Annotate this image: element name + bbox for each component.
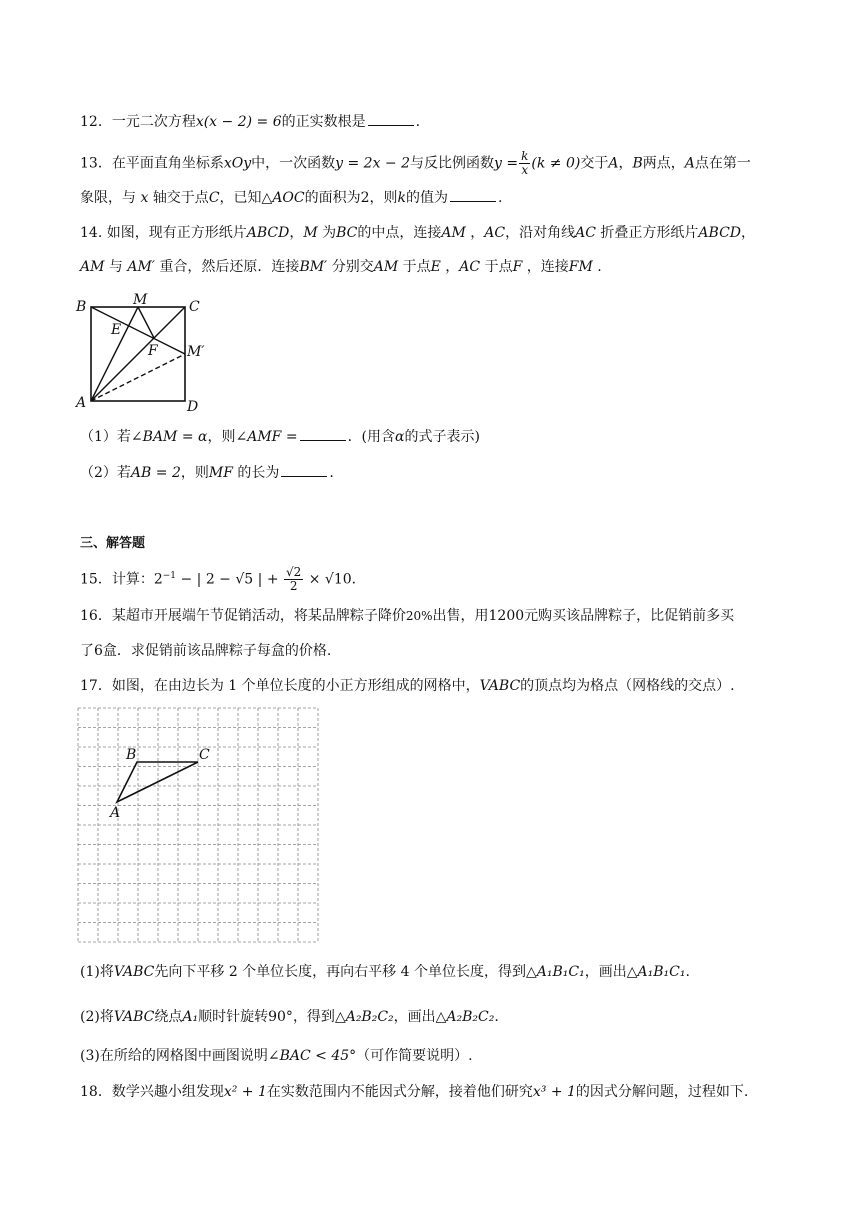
answer-blank[interactable] bbox=[281, 464, 327, 477]
segment-am-prime-dashed bbox=[91, 354, 185, 401]
label-c: C bbox=[189, 299, 200, 315]
grid-label-c: C bbox=[199, 747, 210, 763]
question-14-part-2: （2）若AB = 2，则MF 的长为 . bbox=[80, 465, 334, 481]
square-fold-figure bbox=[70, 290, 230, 420]
question-16-line-2: 了6盒．求促销前该品牌粽子每盒的价格. bbox=[80, 643, 332, 659]
question-17-part-3: (3)在所给的网格图中画图说明∠BAC < 45°（可作简要说明）. bbox=[80, 1048, 473, 1064]
label-e: E bbox=[111, 322, 122, 338]
answer-blank[interactable] bbox=[450, 189, 496, 202]
label-b: B bbox=[76, 299, 87, 315]
question-14-line-1: 14. 如图，现有正方形纸片ABCD，M 为BC的中点，连接AM ，AC，沿对角线AC 折叠正方形纸片ABCD， bbox=[80, 225, 756, 241]
segment-ac bbox=[91, 307, 185, 401]
segment-fm bbox=[138, 307, 154, 338]
question-13-line-2: 象限，与 x 轴交于点C，已知△AOC的面积为2，则k的值为 . bbox=[80, 190, 503, 206]
triangle-abc bbox=[117, 762, 198, 802]
grid-lines bbox=[78, 708, 318, 942]
question-17: 17．如图，在由边长为 1 个单位长度的小正方形组成的网格中，VABC的顶点均为格点（网格线的交点）. bbox=[80, 678, 735, 694]
fraction-sqrt2-over-2: $\frac{√2}{2}$ bbox=[286, 565, 302, 594]
label-f: F bbox=[148, 343, 158, 359]
grid-figure bbox=[76, 706, 322, 944]
answer-blank[interactable] bbox=[300, 428, 346, 441]
label-d: D bbox=[187, 399, 199, 415]
question-16-line-1: 16．某超市开展端午节促销活动，将某品牌粽子降价20%出售，用1200元购买该品牌粽子，比促销前多买 bbox=[80, 608, 735, 624]
question-17-part-2: (2)将VABC绕点A₁顺时针旋转90°，得到△A₂B₂C₂，画出△A₂B₂C₂. bbox=[80, 1009, 499, 1025]
question-12: 12．一元二次方程x(x − 2) = 6的正实数根是 . bbox=[80, 114, 421, 130]
segment-bm-prime bbox=[91, 307, 185, 354]
question-18: 18．数学兴趣小组发现x² + 1在实数范围内不能因式分解，接着他们研究x³ + 1的因式分解问题，过程如下. bbox=[80, 1084, 749, 1100]
fraction-k-over-x: $\frac{k}{x}$ bbox=[521, 149, 529, 177]
question-14-line-2: AM 与 AM′ 重合，然后还原．连接BM′ 分别交AM 于点E ，AC 于点F ，连接FM . bbox=[80, 259, 602, 275]
label-a: A bbox=[76, 395, 87, 411]
label-m: M bbox=[133, 292, 148, 308]
grid-label-b: B bbox=[126, 747, 137, 763]
grid-label-a: A bbox=[110, 805, 121, 821]
section-heading: 三、解答题 bbox=[80, 536, 146, 551]
question-17-part-1: (1)将VABC先向下平移 2 个单位长度，再向右平移 4 个单位长度，得到△A₁B₁C₁，画出△A₁B₁C₁. bbox=[80, 964, 690, 980]
question-13-line-1: 13．在平面直角坐标系xOy中，一次函数y = 2x − 2与反比例函数y = $\frac{k}{x}$ (k ≠ 0)交于A，B两点，A点在第一 bbox=[80, 149, 751, 177]
question-15: 15．计算：$2^{-1}$ − | 2 − √5 | + $\frac{√2}{2}$ × √10． bbox=[80, 565, 366, 594]
question-14-part-1: （1）若∠BAM = α，则∠AMF = ．(用含α的式子表示) bbox=[80, 429, 480, 445]
answer-blank[interactable] bbox=[368, 113, 414, 126]
label-m-prime: M′ bbox=[187, 344, 205, 360]
